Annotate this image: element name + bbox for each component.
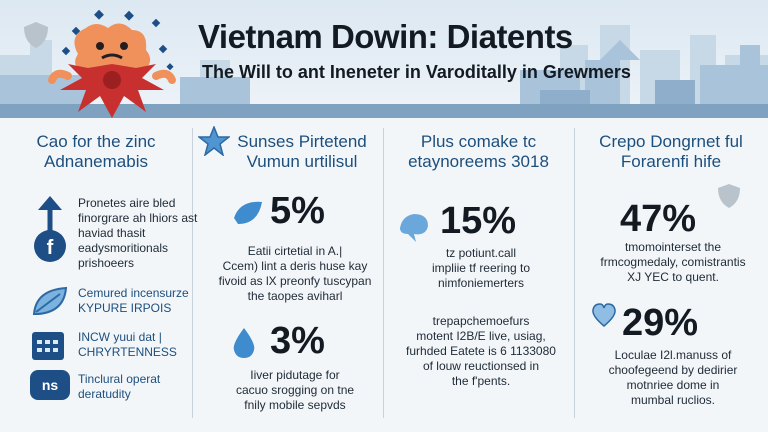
column-4-heading: Crepo Dongrnet ful Forarenfi hife <box>599 132 743 171</box>
column-3-paragraph: trepapchemoefurs motent I2B/E live, usiag, furhded Eatete is 6 1133080 of louw reuctionsed in the f'pents. <box>406 314 556 388</box>
water-drop-icon <box>230 326 258 360</box>
stat-29-description: Loculae I2l.manuss of choofegeend by dedirier motnriee dome in mumbal ruclios. <box>608 348 738 407</box>
mascot-illustration <box>38 6 188 124</box>
column-divider <box>192 128 193 418</box>
stat-15-description: tz potiunt.call impliie tf reering to nimfoniemerters <box>431 246 531 290</box>
map-pin-icon <box>398 210 432 244</box>
column-2-heading: Sunses Pirtetend Vumun urtilisul <box>237 132 367 171</box>
page-subtitle: The Will to ant Ineneter in Varoditally in Grewmers <box>202 62 631 82</box>
chat-bubble-icon: ns <box>30 370 70 400</box>
stat-47-percent: 47% <box>620 198 697 240</box>
shield-icon <box>22 20 50 50</box>
stat-5-description: Eatii cirtetial in A.| Ccem) lint a deris huse kay fivoid as lX preonfy tuscypan the taopes aviharl <box>218 244 372 303</box>
column-1-heading: Cao for the zinc Adnanemabis <box>36 132 156 171</box>
leaf-icon <box>30 284 70 318</box>
stat-3-percent: 3% <box>270 320 325 362</box>
column-3-heading: Plus comake tc etaynoreems 3018 <box>408 132 549 171</box>
shield-icon <box>716 182 742 210</box>
arrow-facebook-icon <box>32 194 68 266</box>
stat-29-percent: 29% <box>622 302 699 344</box>
svg-text:f: f <box>46 237 54 259</box>
stat-3-description: Iiver pidutage for cacuo srogging on tne fnily mobile sepvds <box>235 368 355 412</box>
item-1-text: Pronetes aire bled finorgrare ah lhiors ast haviad thasit eadysmoritionals prishoeers <box>78 196 198 270</box>
leaf-icon <box>232 198 264 228</box>
stat-15-percent: 15% <box>440 200 517 242</box>
stat-47-description: tmomointerset the frmcogmedaly, comistrantis XJ YEC to quent. <box>600 240 746 284</box>
calendar-icon <box>30 326 66 362</box>
item-2-text: Cemured incensurze KYPURE IRPOIS <box>78 286 189 315</box>
item-4-text: Tinclural operat deratudity <box>78 372 161 401</box>
heart-icon <box>590 302 618 328</box>
page-title: Vietnam Dowin: Diatents <box>198 18 573 55</box>
stat-5-percent: 5% <box>270 190 325 232</box>
item-3-text: INCW yuui dat | CHRYRTENNESS <box>78 330 177 359</box>
